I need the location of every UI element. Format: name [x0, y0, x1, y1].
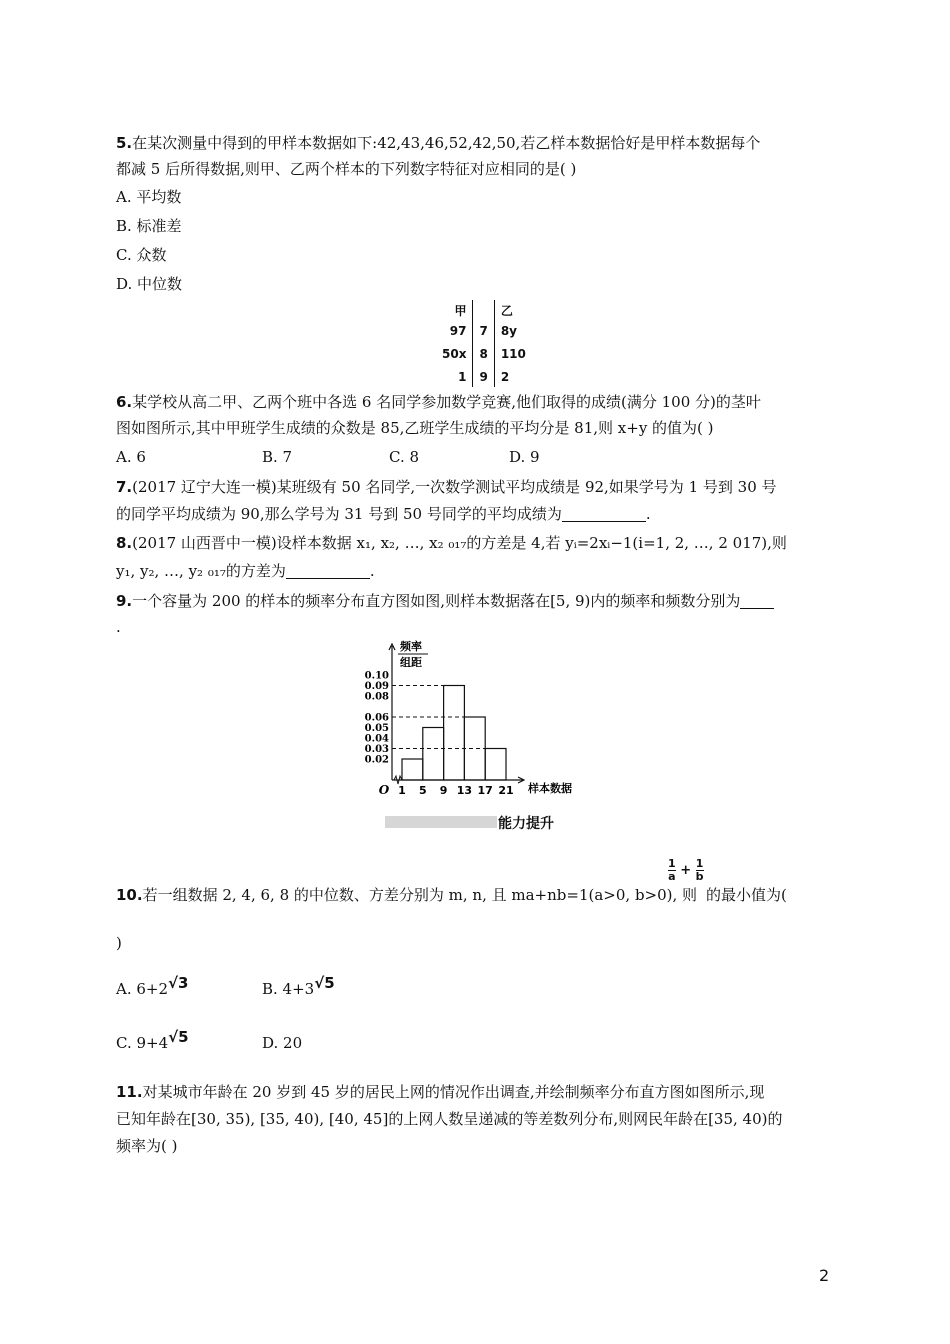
- q10-line1: [116, 882, 697, 908]
- y-tick-label: 0.03: [364, 744, 389, 755]
- section-title: 能力提升: [498, 816, 554, 832]
- section-bar: [385, 816, 497, 828]
- q9-text-1: 一个容量为 200 的样本的频率分布直方图如图,则样本数据落在[5, 9)内的频率和频数分别为: [132, 592, 741, 610]
- q6-option-c: C. 8: [389, 448, 420, 466]
- histogram-bar: [402, 759, 423, 780]
- fraction: [668, 858, 676, 883]
- plus-sign: +: [680, 863, 692, 878]
- q8-line1: [116, 530, 787, 556]
- q6-number: 6.: [116, 393, 133, 411]
- q7-line1: [116, 474, 777, 500]
- q6-option-a: A. 6: [116, 448, 146, 466]
- q5-option-d: D. 中位数: [116, 275, 183, 293]
- q5-option-b: B. 标准差: [116, 217, 182, 235]
- sqrt-icon: √5: [314, 974, 335, 992]
- q10-option-b: [262, 976, 335, 1002]
- q10-option-c: [116, 1030, 189, 1056]
- fraction-numerator: 1: [668, 857, 676, 870]
- y-tick-label: 0.02: [364, 754, 389, 766]
- sqrt-icon: √3: [168, 974, 189, 992]
- q10-option-d: D. 20: [262, 1034, 303, 1052]
- q6-line1: [116, 389, 761, 415]
- x-tick-label: 9: [439, 784, 448, 797]
- stem-row-left: 50x: [442, 347, 467, 361]
- q11-line1: [116, 1079, 764, 1105]
- x-tick-label: 21: [498, 784, 514, 797]
- y-tick-label: 0.04: [364, 733, 389, 745]
- q8-line2: [116, 558, 375, 584]
- q6-option-d: D. 9: [509, 448, 540, 466]
- q5-option-a: A. 平均数: [116, 188, 182, 206]
- y-tick-label: 0.05: [364, 723, 389, 734]
- y-tick-label: 0.08: [364, 691, 389, 703]
- q9-text-2: .: [116, 618, 121, 636]
- q5-text-2: 都减 5 后所得数据,则甲、乙两个样本的下列数字特征对应相同的是( ): [116, 160, 577, 178]
- stem-head-right: 乙: [500, 304, 513, 318]
- stem-head-mid: [473, 300, 494, 321]
- y-label-top: 频率: [400, 640, 422, 653]
- q8-text-1: (2017 山西晋中一模)设样本数据 x₁, x₂, …, x₂ ₀₁₇的方差是 4,若 yᵢ=2xᵢ−1(i=1, 2, …, 2 017),则: [132, 534, 787, 552]
- q6-option-b: B. 7: [262, 448, 293, 466]
- y-tick-label: 0.09: [364, 681, 389, 692]
- x-tick-label: 13: [456, 784, 473, 797]
- x-tick-label: 17: [477, 784, 493, 797]
- sqrt-icon: √5: [168, 1028, 189, 1046]
- stem-row-stem: 7: [473, 321, 494, 341]
- q5-line1: [116, 130, 760, 156]
- q7-number: 7.: [116, 478, 133, 496]
- q9-line1: [116, 588, 774, 614]
- stem-leaf-plot: [436, 300, 532, 387]
- stem-row-left: 1: [458, 370, 467, 384]
- q7-line2: [116, 501, 651, 527]
- histogram-bar: [464, 717, 485, 780]
- q8-text-2: y₁, y₂, …, y₂ ₀₁₇的方差为: [116, 562, 286, 580]
- q10-text-close: ): [116, 934, 122, 952]
- q8-end: .: [369, 562, 375, 580]
- q10-text-b: 的最小值为(: [706, 886, 787, 904]
- y-tick-label: 0.10: [364, 670, 389, 682]
- stem-head-left: 甲: [454, 304, 467, 318]
- x-tick-label: 5: [418, 784, 427, 797]
- stem-row-right: 2: [500, 370, 510, 384]
- histogram-bar: [423, 728, 444, 781]
- q7-end: .: [645, 505, 651, 523]
- q5-text-1: 在某次测量中得到的甲样本数据如下:42,43,46,52,42,50,若乙样本数据恰好是甲样本数据每个: [132, 134, 761, 152]
- stem-row-right: 110: [500, 347, 526, 361]
- q7-text-2: 的同学平均成绩为 90,那么学号为 31 号到 50 号同学的平均成绩为: [116, 505, 562, 523]
- stem-row-right: 8y: [500, 324, 517, 338]
- option-text: B. 4+3: [262, 980, 315, 998]
- x-label: 样本数据: [528, 782, 572, 795]
- q9-answer-blank: [740, 592, 774, 609]
- q10-expression: [668, 858, 704, 883]
- option-text: A. 6+2: [116, 980, 169, 998]
- q7-answer-blank: [562, 505, 646, 522]
- q9-number: 9.: [116, 592, 133, 610]
- q11-text-3: 频率为( ): [116, 1137, 178, 1155]
- origin-label: O: [378, 783, 390, 797]
- option-text: C. 9+4: [116, 1034, 169, 1052]
- q10-text-a: 若一组数据 2, 4, 6, 8 的中位数、方差分别为 m, n, 且 ma+nb=1(a>0, b>0), 则: [142, 886, 698, 904]
- q11-text-2: 已知年龄在[30, 35), [35, 40), [40, 45]的上网人数呈递减的等差数列分布,则网民年龄在[35, 40)的: [116, 1110, 783, 1128]
- fraction: [696, 858, 704, 883]
- histogram-bar: [485, 749, 506, 781]
- q6-text-2: 图如图所示,其中甲班学生成绩的众数是 85,乙班学生成绩的平均分是 81,则 x+y 的值为( ): [116, 419, 714, 437]
- stem-row-left: 97: [449, 324, 467, 338]
- q6-text-1: 某学校从高二甲、乙两个班中各选 6 名同学参加数学竞赛,他们取得的成绩(满分 100 分)的茎叶: [132, 393, 761, 411]
- stem-row-stem: 9: [473, 367, 494, 387]
- q5-number: 5.: [116, 134, 133, 152]
- q11-text-1: 对某城市年龄在 20 岁到 45 岁的居民上网的情况作出调查,并绘制频率分布直方图如图所示,现: [142, 1083, 765, 1101]
- x-tick-label: 1: [398, 784, 406, 797]
- q7-text-1: (2017 辽宁大连一模)某班级有 50 名同学,一次数学测试平均成绩是 92,如果学号为 1 号到 30 号: [132, 478, 777, 496]
- q8-answer-blank: [286, 562, 370, 579]
- q10-option-a: [116, 976, 188, 1002]
- fraction-numerator: 1: [695, 857, 704, 870]
- fraction-denominator: a: [668, 870, 676, 883]
- page-number: 2: [819, 1266, 830, 1285]
- q5-option-c: C. 众数: [116, 246, 167, 264]
- q11-number: 11.: [116, 1083, 143, 1101]
- q10-number: 10.: [116, 886, 143, 904]
- q8-number: 8.: [116, 534, 133, 552]
- histogram-bar: [444, 686, 465, 781]
- fraction-denominator: b: [695, 870, 704, 883]
- stem-row-stem: 8: [473, 341, 494, 367]
- y-label-bottom: 组距: [400, 656, 422, 669]
- y-tick-label: 0.06: [364, 712, 389, 724]
- frequency-histogram: [360, 640, 600, 800]
